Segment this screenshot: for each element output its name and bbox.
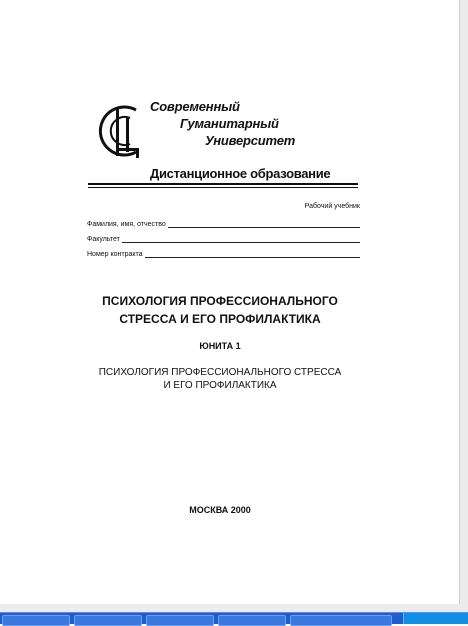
page-bottom-shadow [0, 604, 468, 612]
system-tray[interactable] [403, 613, 468, 624]
program-name: Дистанционное образование [150, 166, 331, 181]
taskbar-button[interactable] [74, 615, 142, 626]
taskbar-button[interactable] [2, 615, 70, 626]
form-field-line [168, 220, 360, 228]
divider-thin [88, 187, 358, 188]
form-field-line [122, 235, 360, 243]
subtitle-line-2: И ЕГО ПРОФИЛАКТИКА [163, 380, 277, 391]
form-field-contract [87, 248, 360, 258]
form-field-name [87, 218, 360, 228]
university-name-line-1: Современный [150, 99, 240, 114]
form-field-line [145, 250, 360, 258]
divider-thick [88, 183, 358, 185]
form-field-faculty [87, 233, 360, 243]
university-name-line-3: Университет [205, 133, 296, 148]
taskbar-button[interactable] [290, 615, 392, 626]
doc-type-label: Рабочий учебник [304, 203, 360, 210]
page-edge-shadow [459, 0, 468, 612]
form-field-label: Факультет [87, 236, 120, 243]
unit-label: ЮНИТА 1 [199, 341, 241, 351]
form-field-label: Фамилия, имя, отчество [87, 221, 166, 228]
document-title-line-1: ПСИХОЛОГИЯ ПРОФЕССИОНАЛЬНОГО [102, 294, 338, 308]
university-name-line-2: Гуманитарный [180, 116, 279, 131]
document-title-line-2: СТРЕССА И ЕГО ПРОФИЛАКТИКА [119, 312, 321, 326]
taskbar [0, 612, 468, 624]
taskbar-button[interactable] [146, 615, 214, 626]
taskbar-button[interactable] [218, 615, 286, 626]
subtitle-line-1: ПСИХОЛОГИЯ ПРОФЕССИОНАЛЬНОГО СТРЕССА [98, 367, 342, 378]
university-logo-icon [90, 100, 150, 162]
place-year: МОСКВА 2000 [189, 505, 251, 515]
form-field-label: Номер контракта [87, 251, 143, 258]
